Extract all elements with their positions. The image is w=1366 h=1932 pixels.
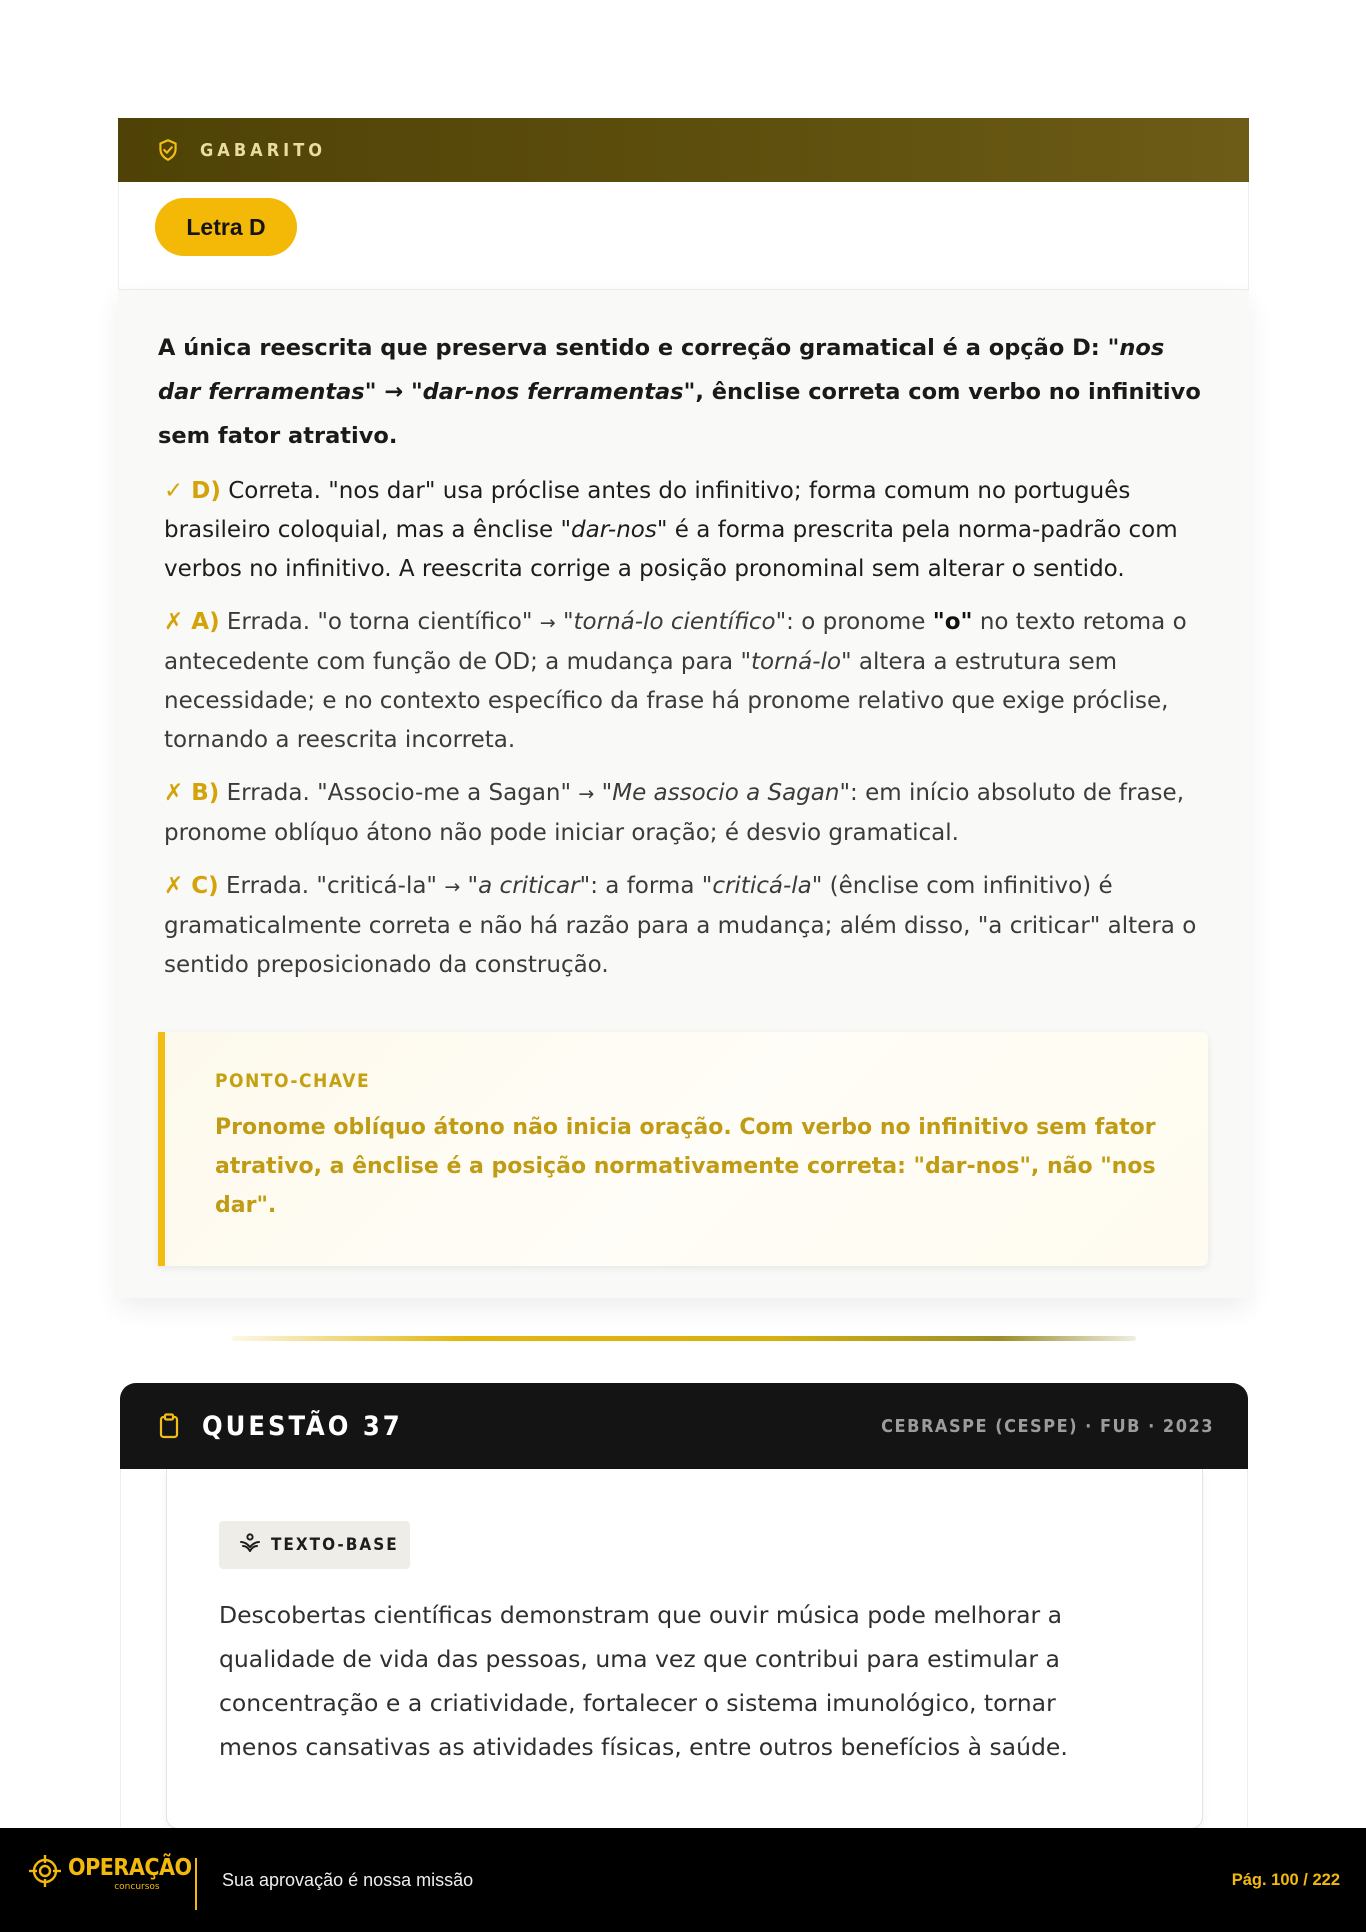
cross-mark: ✗ B) — [164, 780, 220, 806]
clipboard-icon — [158, 1412, 182, 1440]
question-body — [120, 1469, 1248, 1829]
page-number: Pág. 100 / 222 — [1231, 1871, 1340, 1889]
base-text-card — [166, 1469, 1203, 1829]
cross-mark: ✗ A) — [164, 609, 220, 635]
cross-mark: ✗ C) — [164, 873, 219, 899]
brand-subtitle: concursos — [114, 1881, 160, 1892]
brand-logo — [28, 1854, 192, 1892]
base-text: Descobertas científicas demonstram que ouvir música pode melhorar a qualidade de vida das pessoas, uma vez que contribui para estimular a concentração e a criatividade, fortalecer o sistema imunológico, tornar menos cansativas as atividades físicas, entre outros benefícios à saúde. — [219, 1601, 1068, 1761]
option-b-explanation: ✗ B) Errada. "Associo-me a Sagan" → "Me associo a Sagan": em início absoluto de frase, pronome oblíquo átono não pode iniciar oração; é desvio gramatical. — [164, 780, 1185, 846]
page-footer — [0, 1828, 1366, 1932]
base-text-tag-label: TEXTO-BASE — [271, 1535, 399, 1555]
question-source: CEBRASPE (CESPE) · FUB · 2023 — [881, 1415, 1214, 1437]
explanation-lead: A única reescrita que preserva sentido e correção gramatical é a opção D: "nos dar ferramentas" → "dar-nos ferramentas", ênclise correta com verbo no infinitivo sem fator atrativo. — [158, 335, 1201, 449]
question-title: QUESTÃO 37 — [202, 1410, 403, 1442]
key-point-label: PONTO-CHAVE — [215, 1070, 371, 1092]
section-divider — [232, 1336, 1136, 1341]
explanation-panel — [118, 290, 1249, 1298]
base-text-tag — [219, 1521, 410, 1569]
check-mark: ✓ D) — [164, 478, 221, 504]
key-point-text: Pronome oblíquo átono não inicia oração. Com verbo no infinitivo sem fator atrativo, a ênclise é a posição normativamente correta: "dar-nos", não "nos dar". — [215, 1115, 1156, 1218]
answer-box — [118, 182, 1249, 290]
option-d-explanation: ✓ D) Correta. "nos dar" usa próclise antes do infinitivo; forma comum no português brasileiro coloquial, mas a ênclise "dar-nos" é a forma prescrita pela norma-padrão com verbos no infinitivo. A reescrita corrige a posição pronominal sem alterar o sentido. — [164, 478, 1178, 582]
answer-pill: Letra D — [155, 198, 297, 256]
gabarito-header — [118, 118, 1249, 182]
brand-name: OPERAÇÃO — [68, 1854, 192, 1881]
key-point-box — [158, 1032, 1208, 1266]
question-header — [120, 1383, 1248, 1469]
footer-tagline: Sua aprovação é nossa missão — [222, 1870, 474, 1890]
option-c-explanation: ✗ C) Errada. "criticá-la" → "a criticar": a forma "criticá-la" (ênclise com infinitivo) é gramaticalmente correta e não há razão para a mudança; além disso, "a criticar" altera o sentido preposicionado da construção. — [164, 873, 1197, 978]
option-a-explanation: ✗ A) Errada. "o torna científico" → "torná-lo científico": o pronome "o" no texto retoma o antecedente com função de OD; a mudança para "torná-lo" altera a estrutura sem necessidade; e no contexto específico da frase há pronome relativo que exige próclise, tornando a reescrita incorreta. — [164, 609, 1187, 753]
footer-separator — [195, 1858, 197, 1910]
crosshair-icon — [28, 1854, 62, 1892]
reading-person-icon — [239, 1533, 261, 1557]
gabarito-title: GABARITO — [200, 139, 326, 161]
shield-check-icon — [154, 136, 182, 164]
